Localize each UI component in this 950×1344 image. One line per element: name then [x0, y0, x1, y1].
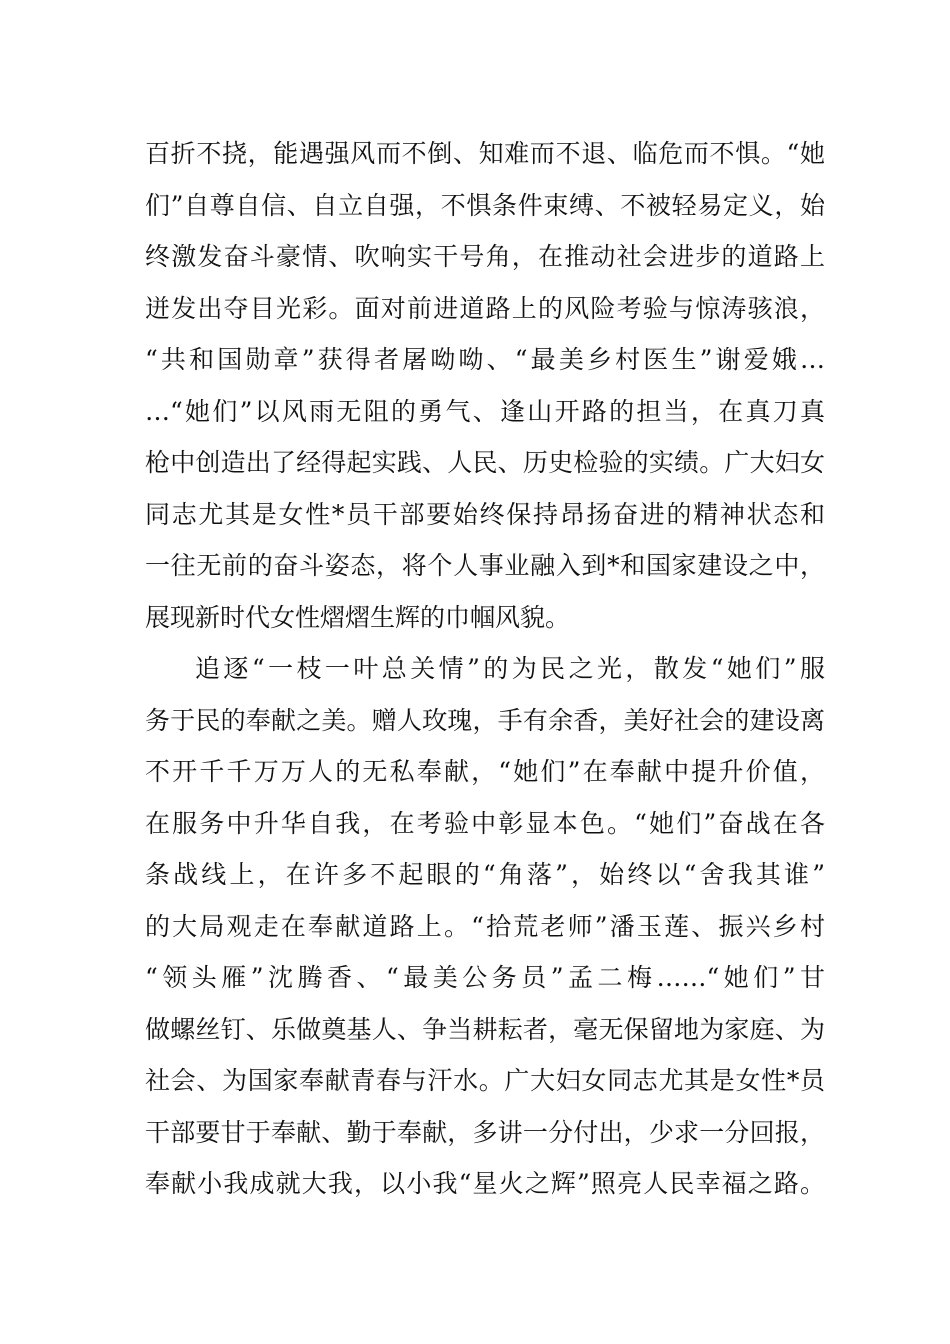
- text-line: 不开千千万万人的无私奉献，“她们”在奉献中提升价值，: [145, 757, 825, 786]
- text-line: “领头雁”沈腾香、“最美公务员”孟二梅……“她们”甘: [145, 963, 825, 992]
- text-line: 务于民的奉献之美。赠人玫瑰，手有余香，美好社会的建设离: [145, 705, 825, 735]
- text-line: 社会、为国家奉献青春与汗水。广大妇女同志尤其是女性*员: [145, 1066, 825, 1095]
- text-line: “共和国勋章”获得者屠呦呦、“最美乡村医生”谢爱娥…: [145, 345, 825, 374]
- text-line: …“她们”以风雨无阻的勇气、逢山开路的担当，在真刀真: [145, 396, 825, 426]
- text-line: 枪中创造出了经得起实践、人民、历史检验的实绩。广大妇女: [145, 448, 825, 477]
- text-line: 条战线上，在许多不起眼的“角落”，始终以“舍我其谁”: [145, 860, 825, 889]
- text-line: 在服务中升华自我，在考验中彰显本色。“她们”奋战在各: [145, 808, 825, 838]
- text-line: 终激发奋斗豪情、吹响实干号角，在推动社会进步的道路上: [145, 242, 825, 271]
- text-line: 做螺丝钉、乐做奠基人、争当耕耘者，毫无保留地为家庭、为: [145, 1014, 825, 1044]
- body-text: [145, 128, 825, 1210]
- text-line: 迸发出夺目光彩。面对前进道路上的风险考验与惊涛骇浪，: [145, 293, 825, 323]
- text-line: 干部要甘于奉献、勤于奉献，多讲一分付出，少求一分回报，: [145, 1117, 825, 1147]
- text-line: 百折不挠，能遇强风而不倒、知难而不退、临危而不惧。“她: [145, 139, 825, 168]
- text-line: 一往无前的奋斗姿态，将个人事业融入到*和国家建设之中，: [145, 551, 825, 580]
- paragraph-end-line: 奉献小我成就大我，以小我“星火之辉”照亮人民幸福之路。: [145, 1169, 825, 1198]
- text-line: 们”自尊自信、自立自强，不惧条件束缚、不被轻易定义，始: [145, 190, 825, 220]
- paragraph-start-line: 追逐“一枝一叶总关情”的为民之光，散发“她们”服: [195, 654, 825, 683]
- text-line: 的大局观走在奉献道路上。“拾荒老师”潘玉莲、振兴乡村: [145, 911, 825, 941]
- paragraph-end-line: 展现新时代女性熠熠生辉的巾帼风貌。: [145, 602, 571, 632]
- text-line: 同志尤其是女性*员干部要始终保持昂扬奋进的精神状态和: [145, 499, 825, 529]
